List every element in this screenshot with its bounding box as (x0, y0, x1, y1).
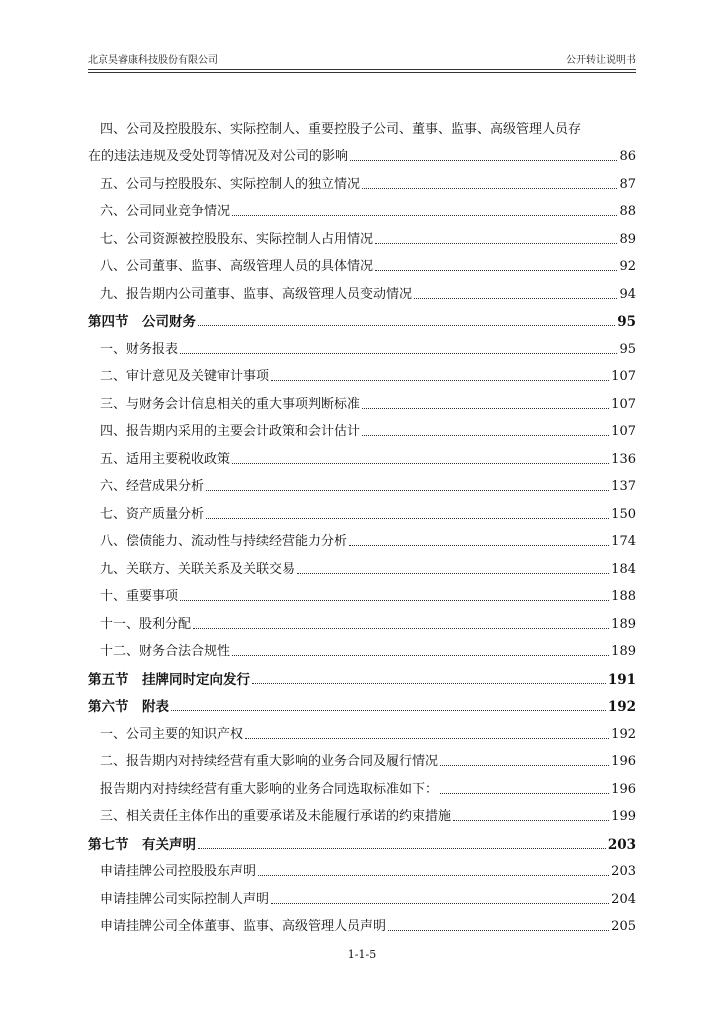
toc-entry-row[interactable] (88, 798, 636, 826)
toc-entry-row[interactable] (88, 880, 636, 908)
dot-leader (350, 160, 617, 161)
page-footer (0, 948, 724, 961)
toc-entry-row[interactable] (88, 220, 636, 248)
toc-page-number: 189 (611, 616, 636, 632)
toc-entry-row[interactable] (88, 358, 636, 386)
toc-entry-row[interactable] (88, 385, 636, 413)
toc-page-number: 205 (611, 919, 636, 934)
toc-page-number: 137 (611, 479, 636, 494)
toc-entry-row[interactable] (88, 550, 636, 578)
toc-page-number: 189 (611, 644, 636, 659)
toc-page-number: 150 (611, 506, 636, 522)
dot-leader (362, 188, 617, 189)
toc-entry-row[interactable] (88, 248, 636, 276)
dot-leader (258, 875, 609, 876)
toc-page-number: 192 (611, 726, 636, 742)
toc-entry-title: 一、公司主要的知识产权 (100, 726, 244, 742)
dot-leader (206, 490, 609, 491)
toc-page-number: 204 (611, 891, 636, 907)
dot-leader (362, 408, 609, 409)
dot-leader (180, 353, 617, 354)
toc-entry-row[interactable] (88, 275, 636, 303)
dot-leader (362, 435, 609, 436)
toc-entry-title: 在的违法违规及受处罚等情况及对公司的影响 (88, 149, 349, 164)
toc-page-number: 184 (611, 561, 636, 577)
dot-leader (198, 325, 615, 326)
toc-entry-title: 二、报告期内对持续经营有重大影响的业务合同及履行情况 (100, 754, 439, 769)
dot-leader (388, 930, 609, 931)
toc-entry-title: 七、资产质量分析 (100, 506, 205, 522)
toc-entry-row[interactable] (88, 495, 636, 523)
dot-leader (171, 710, 606, 711)
header-rule (88, 72, 636, 73)
toc-entry-title: 申请挂牌公司控股股东声明 (100, 864, 257, 879)
toc-entry-title: 八、公司董事、监事、高级管理人员的具体情况 (100, 259, 374, 274)
toc-page-number: 196 (611, 754, 636, 769)
dot-leader (232, 655, 609, 656)
toc-page-number: 203 (611, 864, 636, 879)
toc-page-number: 136 (611, 451, 636, 467)
toc-entry-row[interactable] (88, 715, 636, 743)
toc-entry-title: 二、审计意见及关键审计事项 (100, 369, 270, 384)
toc-entry-title: 四、公司及控股股东、实际控制人、重要控股子公司、董事、监事、高级管理人员存 (100, 121, 582, 137)
toc-entry-row[interactable] (88, 165, 636, 193)
toc-entry-row[interactable] (88, 908, 636, 936)
toc-page-number: 95 (617, 314, 636, 330)
toc-entry-title: 申请挂牌公司实际控制人声明 (100, 891, 270, 907)
toc-section-row[interactable] (88, 660, 636, 688)
toc-entry-title: 九、关联方、关联关系及关联交易 (100, 561, 296, 577)
dot-leader (271, 903, 609, 904)
table-of-contents (88, 110, 636, 935)
toc-page-number: 95 (619, 341, 636, 357)
toc-page-number: 94 (619, 286, 636, 302)
dot-leader (252, 683, 606, 684)
toc-entry-title: 八、偿债能力、流动性与持续经营能力分析 (100, 534, 348, 549)
footer-page-number: 1-1-5 (347, 948, 377, 961)
toc-entry-title: 五、公司与控股股东、实际控制人的独立情况 (100, 176, 361, 192)
toc-entry-row[interactable] (88, 605, 636, 633)
toc-page-number: 92 (619, 259, 636, 274)
toc-entry-title: 第七节 有关声明 (88, 836, 196, 853)
toc-entry-row[interactable] (88, 330, 636, 358)
toc-entry-title: 三、相关责任主体作出的重要承诺及未能履行承诺的约束措施 (100, 809, 452, 824)
page-header (88, 50, 636, 70)
toc-entry-title: 报告期内对持续经营有重大影响的业务合同选取标准如下： (100, 781, 439, 797)
toc-page-number: 196 (611, 781, 636, 797)
toc-entry-row[interactable] (88, 468, 636, 496)
dot-leader (206, 518, 609, 519)
dot-leader (193, 628, 609, 629)
toc-page-number: 89 (619, 231, 636, 247)
toc-entry-title: 六、公司同业竞争情况 (100, 204, 231, 219)
toc-page-number: 174 (611, 534, 636, 549)
toc-entry-title: 申请挂牌公司全体董事、监事、高级管理人员声明 (100, 919, 387, 934)
toc-entry-row[interactable] (88, 633, 636, 661)
dot-leader (375, 270, 617, 271)
toc-entry-row[interactable] (88, 413, 636, 441)
toc-entry-row[interactable] (88, 193, 636, 221)
dot-leader (440, 765, 609, 766)
toc-entry-row[interactable] (88, 440, 636, 468)
toc-section-row[interactable] (88, 825, 636, 853)
dot-leader (232, 463, 609, 464)
toc-page-number: 107 (611, 369, 636, 384)
dot-leader (375, 243, 617, 244)
toc-page-number: 188 (611, 589, 636, 604)
toc-page-number: 86 (619, 149, 636, 164)
toc-entry-title: 三、与财务会计信息相关的重大事项判断标准 (100, 396, 361, 412)
toc-page-number: 87 (619, 176, 636, 192)
toc-entry-title: 一、财务报表 (100, 341, 179, 357)
dot-leader (453, 820, 609, 821)
toc-entry-title: 四、报告期内采用的主要会计政策和会计估计 (100, 424, 361, 439)
toc-entry-row[interactable] (88, 853, 636, 881)
toc-page-number: 191 (607, 671, 636, 688)
toc-entry-row[interactable] (88, 138, 636, 166)
dot-leader (440, 793, 609, 794)
dot-leader (349, 545, 609, 546)
toc-entry-title: 六、经营成果分析 (100, 479, 205, 494)
toc-entry-title: 十、重要事项 (100, 589, 179, 604)
toc-entry-title: 第四节 公司财务 (88, 314, 196, 330)
toc-section-row[interactable] (88, 303, 636, 331)
toc-entry-title: 十二、财务合法合规性 (100, 644, 231, 659)
dot-leader (297, 573, 609, 574)
dot-leader (271, 380, 609, 381)
toc-entry-row[interactable] (88, 578, 636, 606)
toc-page-number: 88 (619, 204, 636, 219)
toc-entry-title: 十一、股利分配 (100, 616, 192, 632)
toc-page-number: 107 (611, 396, 636, 412)
toc-page-number: 203 (607, 836, 636, 853)
toc-entry-row[interactable] (88, 523, 636, 551)
dot-leader (232, 215, 617, 216)
toc-section-row[interactable] (88, 688, 636, 716)
toc-entry-row[interactable] (88, 743, 636, 771)
toc-entry-title: 第六节 附表 (88, 699, 169, 715)
dot-leader (180, 600, 609, 601)
header-company: 北京昊睿康科技股份有限公司 (88, 55, 218, 66)
toc-entry-title: 七、公司资源被控股股东、实际控制人占用情况 (100, 231, 374, 247)
toc-page-number: 199 (611, 809, 636, 824)
toc-page-number: 107 (611, 424, 636, 439)
toc-entry-row[interactable] (88, 770, 636, 798)
header-doc-type: 公开转让说明书 (566, 55, 636, 66)
toc-entry-title: 九、报告期内公司董事、监事、高级管理人员变动情况 (100, 286, 413, 302)
toc-entry-title: 五、适用主要税收政策 (100, 451, 231, 467)
toc-page-number: 192 (607, 699, 636, 715)
toc-entry-title: 第五节 挂牌同时定向发行 (88, 671, 250, 688)
dot-leader (198, 848, 606, 849)
toc-entry-row[interactable] (88, 110, 636, 138)
dot-leader (414, 298, 617, 299)
dot-leader (245, 738, 609, 739)
